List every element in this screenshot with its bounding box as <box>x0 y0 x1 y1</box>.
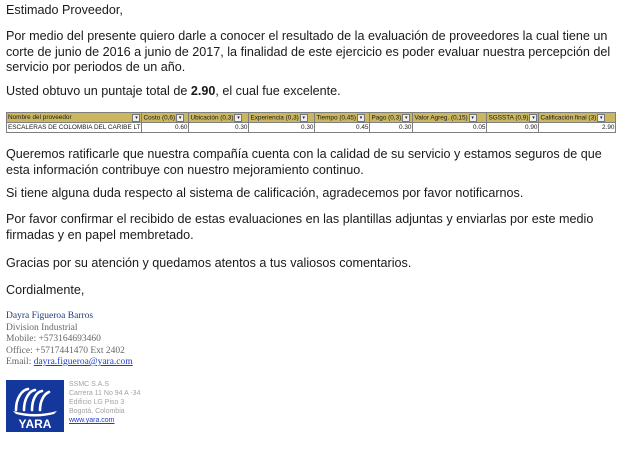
cell-added-value: 0.05 <box>413 123 487 133</box>
table-header-row <box>7 113 616 123</box>
company-website-link[interactable]: www.yara.com <box>69 417 115 424</box>
filter-dropdown-icon[interactable]: ▾ <box>176 114 184 122</box>
table-row <box>7 123 616 133</box>
signature-mobile: Mobile: +573164693460 <box>6 334 101 344</box>
signature-block <box>6 311 133 369</box>
filter-dropdown-icon[interactable]: ▾ <box>300 114 308 122</box>
company-city: Bogotá, Colombia <box>69 408 125 415</box>
filter-dropdown-icon[interactable]: ▾ <box>469 114 477 122</box>
score-suffix: , el cual fue excelente. <box>215 84 341 98</box>
signature-email-link[interactable]: dayra.figueroa@yara.com <box>33 357 133 367</box>
evaluation-table <box>6 112 616 133</box>
yara-viking-ship-icon <box>6 380 64 432</box>
signature-office: Office: +5717441470 Ext 2402 <box>6 345 125 356</box>
filter-dropdown-icon[interactable]: ▾ <box>132 114 140 122</box>
cell-location: 0.30 <box>189 123 249 133</box>
company-building: Edificio LG Piso 3 <box>69 399 125 406</box>
cell-provider: ESCALERAS DE COLOMBIA DEL CARIBE LT <box>8 124 141 131</box>
filter-dropdown-icon[interactable]: ▾ <box>357 114 365 122</box>
signature-email-line <box>6 357 133 369</box>
greeting: Estimado Proveedor, <box>6 3 123 17</box>
header-provider[interactable]: Nombre del proveedor ▾ <box>7 113 142 123</box>
intro-paragraph: Por medio del presente quiero darle a conocer el resultado de la evaluación de proveedores la cual tiene un corte de junio de 2016 a junio de 2017, la finalidad de este ejercicio es poder evaluar nuestra percepción del servicio por periodos de un año. <box>6 29 611 74</box>
logo-text: YARA <box>18 417 52 431</box>
cell-final-score: 2.90 <box>539 123 616 133</box>
cell-time: 0.45 <box>315 123 370 133</box>
header-final-score[interactable]: Calificación final (3) ▾ <box>539 113 616 123</box>
header-payment[interactable]: Pago (0,3) ▾ <box>370 113 413 123</box>
closing: Cordialmente, <box>6 283 85 297</box>
header-cost[interactable]: Costo (0,6) ▾ <box>142 113 189 123</box>
company-street: Carrera 11 No 94 A -34 <box>69 390 141 397</box>
score-value: 2.90 <box>190 84 216 98</box>
doubt-paragraph: Si tiene alguna duda respecto al sistema de calificación, agradecemos por favor notificarnos. <box>6 186 524 200</box>
score-sentence <box>6 84 341 100</box>
yara-logo <box>6 380 64 432</box>
header-sgssta[interactable]: SGSSTA (0,9) ▾ <box>487 113 539 123</box>
cell-sgssta: 0.90 <box>487 123 539 133</box>
header-location[interactable]: Ubicación (0,3) ▾ <box>189 113 249 123</box>
header-time[interactable]: Tiempo (0,45) ▾ <box>315 113 370 123</box>
company-name: SSMC S.A.S <box>69 381 110 388</box>
filter-dropdown-icon[interactable]: ▾ <box>529 114 537 122</box>
cell-cost: 0.60 <box>142 123 189 133</box>
filter-dropdown-icon[interactable]: ▾ <box>597 114 605 122</box>
cell-payment: 0.30 <box>370 123 413 133</box>
signature-name: Dayra Figueroa Barros <box>6 311 94 321</box>
filter-dropdown-icon[interactable]: ▾ <box>234 114 242 122</box>
header-experience[interactable]: Experiencia (0,3) ▾ <box>249 113 315 123</box>
score-prefix: Usted obtuvo un puntaje total de <box>6 84 191 98</box>
signature-division: Division Industrial <box>6 322 78 333</box>
cell-experience: 0.30 <box>249 123 315 133</box>
ratify-paragraph: Queremos ratificarle que nuestra compañía cuenta con la calidad de su servicio y estamos seguros de que esta información contribuye con nuestro mejoramiento continuo. <box>6 147 602 177</box>
signature-email-label: Email: <box>6 357 34 367</box>
filter-dropdown-icon[interactable]: ▾ <box>402 114 410 122</box>
thanks-paragraph: Gracias por su atención y quedamos atentos a tus valiosos comentarios. <box>6 256 412 270</box>
company-address <box>69 380 140 425</box>
confirm-paragraph: Por favor confirmar el recibido de estas evaluaciones en las plantillas adjuntas y enviarlas por este medio firmadas y en papel membretado. <box>6 212 594 242</box>
header-added-value[interactable]: Valor Agreg. (0,15) ▾ <box>413 113 487 123</box>
